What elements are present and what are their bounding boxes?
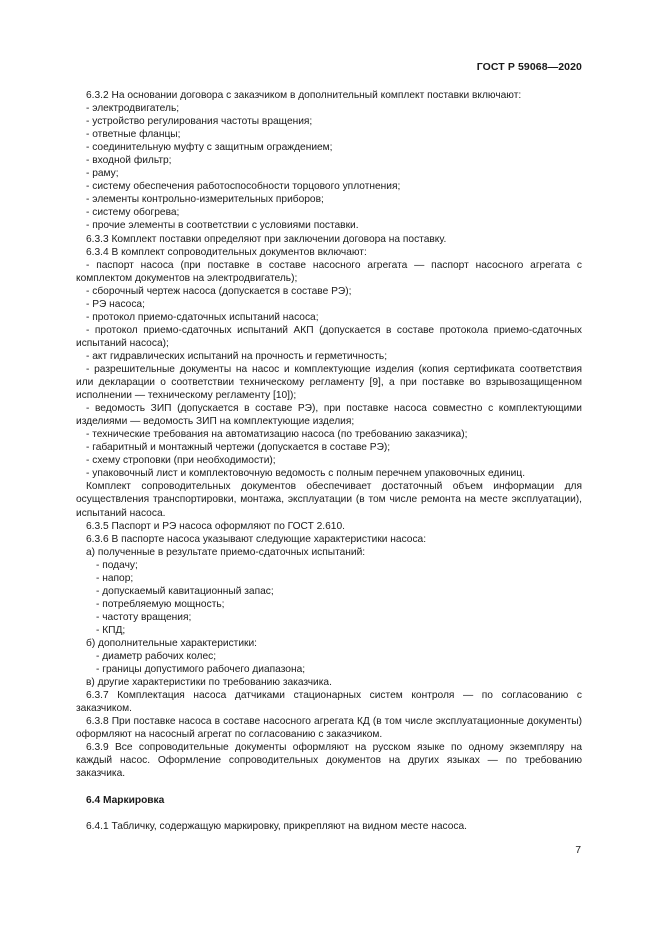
list-item: - границы допустимого рабочего диапазона; bbox=[96, 664, 306, 676]
paragraph: - технические требования на автоматизацию насоса (по требованию заказчика); bbox=[86, 429, 468, 441]
paragraph: 6.3.7 Комплектация насоса датчиками стационарных систем контроля — по согласованию с заказчиком. bbox=[76, 690, 582, 715]
paragraph: 6.4.1 Табличку, содержащую маркировку, прикрепляют на видном месте насоса. bbox=[86, 820, 467, 832]
list-item: - прочие элементы в соответствии с условиями поставки. bbox=[86, 220, 359, 232]
list-item: - диаметр рабочих колес; bbox=[96, 651, 217, 663]
paragraph: - упаковочный лист и комплектовочную ведомость с полным перечнем упаковочных единиц. bbox=[86, 468, 526, 480]
list-item: - электродвигатель; bbox=[86, 103, 180, 115]
paragraph: - РЭ насоса; bbox=[86, 298, 145, 310]
section-heading: 6.4 Маркировка bbox=[86, 795, 165, 807]
list-item: - напор; bbox=[96, 572, 134, 584]
paragraph: - акт гидравлических испытаний на прочность и герметичность; bbox=[86, 350, 388, 362]
paragraph: 6.3.4 В комплект сопроводительных документов включают: bbox=[86, 246, 367, 258]
paragraph: Комплект сопроводительных документов обеспечивает достаточный объем информации для осуществления транспортировки, монтажа, эксплуатации (в том числе ремонта на месте эксплуатации), испытаний насоса. bbox=[76, 481, 582, 519]
paragraph: - габаритный и монтажный чертежи (допускается в составе РЭ); bbox=[86, 442, 391, 454]
list-item: - элементы контрольно-измерительных приборов; bbox=[86, 194, 324, 206]
paragraph: - сборочный чертеж насоса (допускается в составе РЭ); bbox=[86, 285, 352, 297]
paragraph: 6.3.2 На основании договора с заказчиком в дополнительный комплект поставки включают: bbox=[86, 90, 522, 101]
paragraph: - протокол приемо-сдаточных испытаний АКП (допускается в составе протокола приемо-сдаточных испытаний насоса); bbox=[76, 324, 582, 349]
page-number: 7 bbox=[575, 845, 581, 856]
list-item: - входной фильтр; bbox=[86, 155, 172, 167]
paragraph: - схему строповки (при необходимости); bbox=[86, 455, 276, 467]
list-item: - потребляемую мощность; bbox=[96, 598, 225, 610]
paragraph: а) полученные в результате приемо-сдаточных испытаний: bbox=[86, 546, 366, 558]
paragraph: 6.3.8 При поставке насоса в составе насосного агрегата КД (в том числе эксплуатационные документы) оформляют на насосный агрегат по согласованию с заказчиком. bbox=[76, 716, 582, 741]
document-body bbox=[76, 89, 582, 833]
paragraph: 6.3.5 Паспорт и РЭ насоса оформляют по ГОСТ 2.610. bbox=[86, 520, 345, 532]
list-item: - допускаемый кавитационный запас; bbox=[96, 585, 274, 597]
paragraph: - ведомость ЗИП (допускается в составе РЭ), при поставке насоса совместно с комплектующими изделиями — ведомость ЗИП на комплектующие изделия; bbox=[76, 403, 582, 428]
paragraph: - разрешительные документы на насос и комплектующие изделия (копия сертификата соответствия или декларации о соответствии техническому регламенту [9], а при поставке во взрывозащищенном исполнении — техническому регламенту [10]); bbox=[76, 363, 582, 402]
paragraph: 6.3.6 В паспорте насоса указывают следующие характеристики насоса: bbox=[86, 533, 427, 545]
list-item: - частоту вращения; bbox=[96, 611, 192, 623]
list-item: - ответные фланцы; bbox=[86, 129, 181, 141]
paragraph: 6.3.9 Все сопроводительные документы оформляют на русском языке по одному экземпляру на каждый насос. Оформление сопроводительных документов на других языках — по требованию заказчика. bbox=[76, 742, 582, 780]
list-item: - систему обогрева; bbox=[86, 207, 180, 219]
list-item: - подачу; bbox=[96, 559, 138, 571]
standard-header: ГОСТ Р 59068—2020 bbox=[476, 61, 582, 73]
list-item: - соединительную муфту с защитным ограждением; bbox=[86, 142, 333, 154]
list-item: - КПД; bbox=[96, 624, 126, 636]
list-item: - устройство регулирования частоты вращения; bbox=[86, 116, 313, 128]
paragraph: - паспорт насоса (при поставке в составе насосного агрегата — паспорт насосного агрегата с комплектом документов на электродвигатель); bbox=[76, 259, 582, 284]
list-item: - раму; bbox=[86, 168, 119, 180]
paragraph: в) другие характеристики по требованию заказчика. bbox=[86, 677, 332, 689]
paragraph: 6.3.3 Комплект поставки определяют при заключении договора на поставку. bbox=[86, 233, 447, 245]
paragraph: б) дополнительные характеристики: bbox=[86, 637, 258, 649]
list-item: - систему обеспечения работоспособности торцового уплотнения; bbox=[86, 181, 401, 193]
paragraph: - протокол приемо-сдаточных испытаний насоса; bbox=[86, 311, 319, 323]
